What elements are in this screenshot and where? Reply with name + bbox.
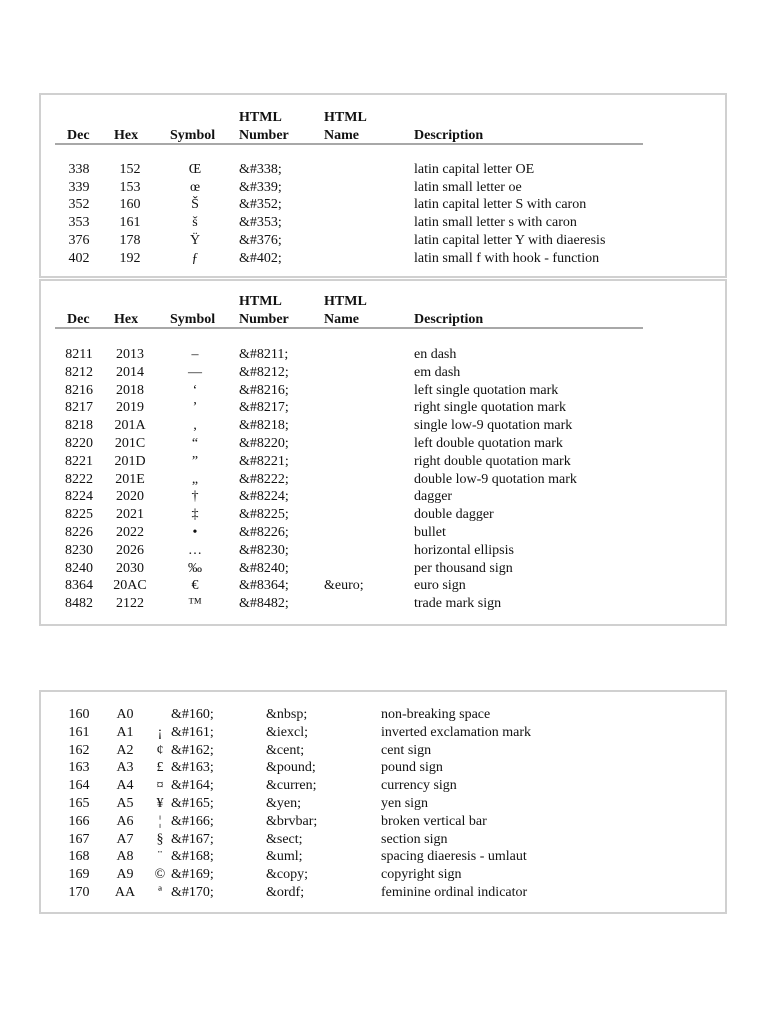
- cell-name: &cent;: [266, 742, 305, 758]
- cell-name: &euro;: [324, 578, 364, 594]
- header-html-number-top: HTML: [239, 110, 282, 125]
- cell-hex: A7: [116, 831, 134, 847]
- table-row: [41, 435, 725, 453]
- header-dec: Dec: [67, 312, 90, 327]
- cell-hex: A5: [116, 796, 134, 811]
- table-row: [41, 848, 725, 866]
- cell-number: &#339;: [239, 179, 282, 195]
- cell-symbol: ©: [154, 867, 166, 883]
- cell-dec: 8230: [65, 542, 93, 558]
- cell-number: &#8482;: [239, 596, 289, 612]
- cell-desc: yen sign: [381, 796, 429, 811]
- cell-hex: A9: [116, 867, 134, 883]
- cell-hex: 2021: [116, 507, 144, 523]
- cell-desc: latin capital letter Y with diaeresis: [414, 232, 606, 248]
- cell-dec: 163: [68, 760, 90, 776]
- cell-name: &ordf;: [266, 885, 305, 900]
- cell-name: &sect;: [266, 831, 303, 847]
- cell-symbol: „: [191, 471, 199, 487]
- table-row: [41, 813, 725, 831]
- cell-number: &#8224;: [239, 489, 289, 505]
- table-row: [41, 196, 725, 214]
- cell-symbol: Ÿ: [189, 232, 201, 248]
- cell-dec: 8364: [65, 578, 93, 594]
- cell-hex: 2030: [116, 560, 144, 576]
- header-symbol: Symbol: [170, 128, 216, 143]
- cell-number: &#163;: [171, 760, 214, 776]
- cell-symbol: ƒ: [191, 250, 199, 266]
- cell-number: &#8230;: [239, 542, 289, 558]
- cell-desc: latin capital letter S with caron: [414, 197, 587, 213]
- cell-number: &#402;: [239, 250, 282, 266]
- table-row: [41, 706, 725, 724]
- entity-table-latin1: [39, 690, 727, 914]
- cell-name: &copy;: [266, 867, 308, 883]
- cell-dec: 162: [68, 742, 90, 758]
- cell-hex: A1: [116, 724, 134, 740]
- cell-symbol: ‚: [192, 418, 198, 434]
- cell-desc: latin small f with hook - function: [414, 250, 600, 266]
- cell-dec: 168: [68, 849, 90, 865]
- cell-number: &#161;: [171, 724, 214, 740]
- table-row: [41, 453, 725, 471]
- cell-dec: 165: [68, 796, 90, 811]
- header-hex: Hex: [114, 312, 139, 327]
- cell-hex: A6: [116, 813, 134, 829]
- header-symbol: Symbol: [170, 312, 216, 327]
- cell-hex: 2022: [116, 525, 144, 540]
- cell-symbol: ‰: [188, 560, 202, 576]
- cell-dec: 376: [68, 232, 90, 248]
- cell-symbol: §: [156, 831, 164, 847]
- cell-hex: A4: [116, 778, 134, 794]
- cell-desc: double dagger: [414, 507, 494, 523]
- cell-dec: 8217: [65, 400, 93, 416]
- cell-dec: 8225: [65, 507, 93, 523]
- cell-symbol: œ: [189, 179, 201, 195]
- cell-number: &#8226;: [239, 525, 289, 540]
- cell-hex: 2026: [116, 542, 144, 558]
- cell-desc: en dash: [414, 347, 457, 362]
- cell-dec: 352: [68, 197, 90, 213]
- table-row: [41, 524, 725, 542]
- cell-dec: 160: [68, 707, 90, 722]
- header-html-number-top: HTML: [239, 294, 282, 309]
- cell-dec: 8240: [65, 560, 93, 576]
- cell-number: &#8212;: [239, 364, 289, 380]
- cell-desc: broken vertical bar: [381, 813, 487, 829]
- table-row: [41, 161, 725, 179]
- cell-symbol: ¡: [157, 724, 163, 740]
- cell-symbol: €: [191, 578, 199, 594]
- cell-desc: euro sign: [414, 578, 466, 594]
- cell-dec: 8218: [65, 418, 93, 434]
- table-row: [41, 364, 725, 382]
- cell-hex: A8: [116, 849, 134, 865]
- cell-symbol: •: [192, 525, 198, 540]
- cell-desc: latin capital letter OE: [414, 162, 535, 177]
- cell-number: &#8220;: [239, 436, 289, 451]
- header-html-name-top: HTML: [324, 294, 367, 309]
- cell-desc: pound sign: [381, 760, 443, 776]
- cell-number: &#170;: [171, 885, 214, 900]
- cell-symbol: £: [156, 760, 164, 776]
- table-row: [41, 346, 725, 364]
- cell-number: &#352;: [239, 197, 282, 213]
- cell-symbol: Š: [191, 197, 199, 213]
- cell-dec: 8482: [65, 596, 93, 612]
- cell-symbol: †: [191, 489, 199, 505]
- cell-symbol: Œ: [188, 162, 202, 177]
- cell-name: &nbsp;: [266, 707, 308, 722]
- header-html-name-bottom: Name: [324, 128, 359, 143]
- cell-hex: 192: [119, 250, 141, 266]
- header-html-number-bottom: Number: [239, 128, 289, 143]
- entity-table-punctuation: [39, 279, 727, 626]
- table-row: [41, 382, 725, 400]
- cell-desc: latin small letter oe: [414, 179, 522, 195]
- cell-dec: 338: [68, 162, 90, 177]
- header-divider: [55, 143, 643, 145]
- cell-symbol: ¤: [156, 778, 164, 794]
- cell-desc: right double quotation mark: [414, 453, 571, 469]
- table-row: [41, 471, 725, 489]
- cell-desc: horizontal ellipsis: [414, 542, 514, 558]
- cell-symbol: ¨: [157, 849, 163, 865]
- table-row: [41, 560, 725, 578]
- entity-table-latin-extended: [39, 93, 727, 278]
- cell-desc: dagger: [414, 489, 453, 505]
- table-row: [41, 488, 725, 506]
- table-row: [41, 542, 725, 560]
- cell-symbol: ’: [192, 400, 198, 416]
- cell-number: &#338;: [239, 162, 282, 177]
- cell-desc: right single quotation mark: [414, 400, 567, 416]
- cell-hex: 2019: [116, 400, 144, 416]
- cell-number: &#165;: [171, 796, 214, 811]
- cell-hex: 153: [119, 179, 141, 195]
- cell-desc: single low-9 quotation mark: [414, 418, 573, 434]
- cell-hex: 201A: [114, 418, 146, 434]
- cell-desc: feminine ordinal indicator: [381, 885, 528, 900]
- cell-symbol: –: [191, 347, 199, 362]
- cell-desc: latin small letter s with caron: [414, 215, 577, 231]
- cell-number: &#353;: [239, 215, 282, 231]
- cell-number: &#8221;: [239, 453, 289, 469]
- cell-hex: A2: [116, 742, 134, 758]
- cell-hex: 20AC: [113, 578, 147, 594]
- cell-number: &#8211;: [239, 347, 289, 362]
- cell-dec: 8221: [65, 453, 93, 469]
- cell-hex: 2020: [116, 489, 144, 505]
- cell-dec: 170: [68, 885, 90, 900]
- cell-dec: 8224: [65, 489, 93, 505]
- cell-dec: 8226: [65, 525, 93, 540]
- cell-desc: double low-9 quotation mark: [414, 471, 577, 487]
- cell-dec: 402: [68, 250, 90, 266]
- table-row: [41, 831, 725, 849]
- table-row: [41, 742, 725, 760]
- cell-dec: 164: [68, 778, 90, 794]
- cell-name: &iexcl;: [266, 724, 308, 740]
- cell-dec: 8212: [65, 364, 93, 380]
- cell-hex: 2122: [116, 596, 144, 612]
- cell-desc: trade mark sign: [414, 596, 502, 612]
- table-row: [41, 417, 725, 435]
- table-row: [41, 884, 725, 902]
- table-row: [41, 759, 725, 777]
- table-row: [41, 250, 725, 268]
- cell-symbol: ¢: [156, 742, 164, 758]
- cell-symbol: ¥: [156, 796, 164, 811]
- header-hex: Hex: [114, 128, 139, 143]
- cell-dec: 8211: [65, 347, 93, 362]
- header-html-name-top: HTML: [324, 110, 367, 125]
- cell-number: &#160;: [171, 707, 214, 722]
- cell-dec: 166: [68, 813, 90, 829]
- table-row: [41, 577, 725, 595]
- cell-hex: 201E: [115, 471, 145, 487]
- cell-desc: left double quotation mark: [414, 436, 563, 451]
- cell-number: &#8222;: [239, 471, 289, 487]
- cell-hex: A0: [116, 707, 134, 722]
- table-row: [41, 595, 725, 613]
- cell-desc: currency sign: [381, 778, 457, 794]
- cell-desc: left single quotation mark: [414, 382, 559, 398]
- cell-number: &#164;: [171, 778, 214, 794]
- cell-number: &#168;: [171, 849, 214, 865]
- table-row: [41, 724, 725, 742]
- cell-number: &#162;: [171, 742, 214, 758]
- cell-dec: 167: [68, 831, 90, 847]
- cell-number: &#376;: [239, 232, 282, 248]
- cell-symbol: ‡: [191, 507, 199, 523]
- cell-dec: 8220: [65, 436, 93, 451]
- cell-hex: A3: [116, 760, 134, 776]
- cell-symbol: ‘: [192, 382, 198, 398]
- cell-hex: 201C: [114, 436, 146, 451]
- cell-desc: non-breaking space: [381, 707, 491, 722]
- cell-symbol: …: [188, 542, 202, 558]
- cell-desc: copyright sign: [381, 867, 462, 883]
- cell-name: &curren;: [266, 778, 317, 794]
- table-row: [41, 399, 725, 417]
- cell-number: &#167;: [171, 831, 214, 847]
- cell-hex: 2018: [116, 382, 144, 398]
- cell-dec: 161: [68, 724, 90, 740]
- cell-hex: 161: [119, 215, 141, 231]
- cell-hex: 2013: [116, 347, 144, 362]
- cell-hex: 152: [119, 162, 141, 177]
- cell-desc: em dash: [414, 364, 461, 380]
- header-dec: Dec: [67, 128, 90, 143]
- cell-desc: spacing diaeresis - umlaut: [381, 849, 527, 865]
- cell-number: &#8217;: [239, 400, 289, 416]
- cell-symbol: ”: [191, 453, 199, 469]
- header-description: Description: [414, 312, 484, 327]
- header-html-number-bottom: Number: [239, 312, 289, 327]
- cell-symbol: ¦: [158, 813, 162, 829]
- cell-desc: section sign: [381, 831, 448, 847]
- cell-dec: 169: [68, 867, 90, 883]
- cell-desc: inverted exclamation mark: [381, 724, 532, 740]
- cell-dec: 353: [68, 215, 90, 231]
- cell-symbol: ª: [158, 885, 162, 900]
- cell-desc: per thousand sign: [414, 560, 513, 576]
- table-row: [41, 232, 725, 250]
- cell-number: &#8225;: [239, 507, 289, 523]
- table-row: [41, 866, 725, 884]
- table-row: [41, 214, 725, 232]
- header-html-name-bottom: Name: [324, 312, 359, 327]
- table-row: [41, 179, 725, 197]
- cell-number: &#8218;: [239, 418, 289, 434]
- cell-number: &#166;: [171, 813, 214, 829]
- cell-number: &#8216;: [239, 382, 289, 398]
- cell-symbol: —: [188, 364, 202, 380]
- cell-name: &brvbar;: [266, 813, 318, 829]
- cell-hex: 201D: [114, 453, 146, 469]
- table-row: [41, 506, 725, 524]
- cell-symbol: “: [191, 436, 199, 451]
- cell-hex: 160: [119, 197, 141, 213]
- cell-number: &#169;: [171, 867, 214, 883]
- cell-desc: bullet: [414, 525, 446, 540]
- cell-hex: 2014: [116, 364, 144, 380]
- cell-name: &pound;: [266, 760, 316, 776]
- cell-desc: cent sign: [381, 742, 432, 758]
- cell-hex: 178: [119, 232, 141, 248]
- header-description: Description: [414, 128, 484, 143]
- cell-name: &uml;: [266, 849, 303, 865]
- cell-number: &#8364;: [239, 578, 289, 594]
- cell-dec: 8216: [65, 382, 93, 398]
- table-row: [41, 795, 725, 813]
- cell-symbol: š: [192, 215, 198, 231]
- cell-hex: AA: [114, 885, 136, 900]
- cell-number: &#8240;: [239, 560, 289, 576]
- header-divider: [55, 327, 643, 329]
- cell-dec: 8222: [65, 471, 93, 487]
- cell-symbol: ™: [188, 596, 202, 612]
- table-row: [41, 777, 725, 795]
- cell-dec: 339: [68, 179, 90, 195]
- cell-name: &yen;: [266, 796, 301, 811]
